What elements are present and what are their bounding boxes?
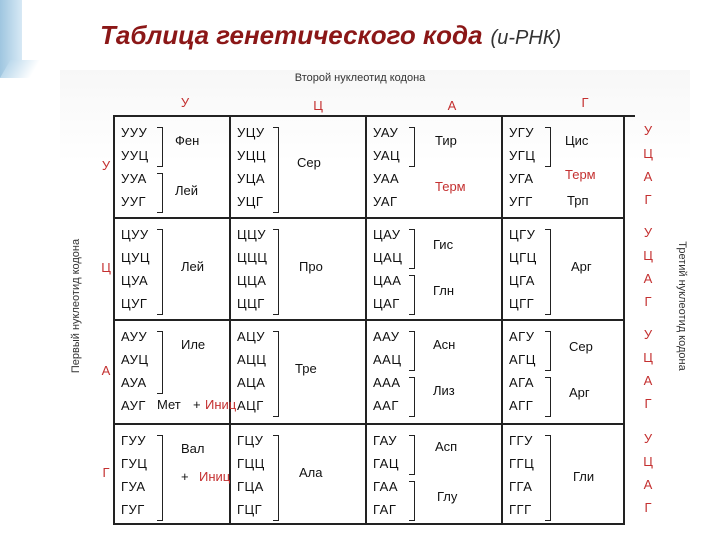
third-nucleotide-r4-3: А — [643, 477, 653, 492]
codon: УАГ — [373, 194, 398, 209]
first-nucleotide-label: Первый нуклеотид кодона — [70, 238, 82, 374]
amino-acid-label: Вал — [181, 441, 205, 456]
codon: УГА — [509, 171, 534, 186]
codon: ЦГУ — [509, 227, 536, 242]
codon-bracket — [157, 435, 163, 521]
codon-cell-ЦГ — [503, 219, 625, 321]
codon: ЦЦЦ — [237, 250, 268, 265]
page-title — [100, 20, 700, 51]
amino-acid-label: Терм — [565, 167, 596, 182]
codon: ЦУГ — [121, 296, 148, 311]
codon-cell-ГУ — [115, 425, 231, 525]
codon: ГГЦ — [509, 456, 535, 471]
amino-acid-label: Лей — [181, 259, 205, 274]
amino-acid-label: Иниц — [205, 397, 237, 412]
amino-acid-label: Про — [299, 259, 323, 274]
codon: ЦАЦ — [373, 250, 403, 265]
codon-cell-АА — [367, 321, 503, 425]
codon-bracket — [545, 229, 551, 315]
codon: ЦАУ — [373, 227, 401, 242]
codon: АГУ — [509, 329, 535, 344]
codon: ГЦУ — [237, 433, 264, 448]
codon: АУУ — [121, 329, 148, 344]
codon-bracket — [545, 331, 551, 371]
codon: АУА — [121, 375, 147, 390]
codon: УГУ — [509, 125, 535, 140]
codon: АЦУ — [237, 329, 266, 344]
codon: АЦА — [237, 375, 266, 390]
amino-acid-label: Гис — [433, 237, 454, 252]
codon: ААА — [373, 375, 401, 390]
third-nucleotide-r2-1: У — [643, 225, 653, 240]
second-nucleotide-4: Г — [581, 95, 589, 110]
codon: ААУ — [373, 329, 400, 344]
codon: УАЦ — [373, 148, 401, 163]
third-nucleotide-label: Третий нуклеотид кодона — [676, 241, 688, 371]
codon-bracket — [545, 127, 551, 167]
codon-cell-ГГ — [503, 425, 625, 525]
codon: ГАА — [373, 479, 399, 494]
codon-bracket — [273, 229, 279, 315]
amino-acid-label: Лиз — [433, 383, 455, 398]
codon-cell-АУ — [115, 321, 237, 425]
first-nucleotide-1: У — [101, 158, 111, 173]
codon-bracket — [273, 127, 279, 213]
codon: ГУУ — [121, 433, 147, 448]
codon-bracket — [409, 229, 415, 269]
amino-acid-label: Ала — [299, 465, 323, 480]
codon-bracket — [157, 229, 163, 315]
amino-acid-label: + — [181, 469, 189, 484]
title-main: Таблица генетического кода — [100, 20, 483, 50]
title-subtitle: (и-РНК) — [490, 27, 562, 49]
codon-bracket — [409, 331, 415, 371]
codon: ЦГА — [509, 273, 535, 288]
codon: УЦГ — [237, 194, 264, 209]
third-nucleotide-r3-3: А — [643, 373, 653, 388]
codon-bracket — [545, 435, 551, 521]
codon: УУЦ — [121, 148, 149, 163]
codon: ГУГ — [121, 502, 145, 517]
third-nucleotide-r4-2: Ц — [643, 454, 653, 469]
third-nucleotide-r3-2: Ц — [643, 350, 653, 365]
codon: УЦЦ — [237, 148, 266, 163]
codon-cell-УА — [367, 117, 503, 219]
codon: ААЦ — [373, 352, 402, 367]
second-nucleotide-label: Второй нуклеотид кодона — [294, 72, 426, 84]
codon-cell-ЦУ — [115, 219, 231, 321]
codon-cell-ЦЦ — [231, 219, 367, 321]
amino-acid-label: Глу — [437, 489, 458, 504]
third-nucleotide-r4-1: У — [643, 431, 653, 446]
codon: АЦГ — [237, 398, 264, 413]
third-nucleotide-r2-4: Г — [644, 294, 652, 309]
codon: УАА — [373, 171, 400, 186]
codon-cell-УЦ — [231, 117, 367, 219]
amino-acid-label: Лей — [175, 183, 199, 198]
third-nucleotide-r4-4: Г — [644, 500, 652, 515]
codon: УГЦ — [509, 148, 536, 163]
amino-acid-label: + — [193, 397, 201, 412]
third-nucleotide-r1-4: Г — [644, 192, 652, 207]
genetic-code-grid — [113, 115, 635, 525]
codon-bracket — [273, 435, 279, 521]
third-nucleotide-r1-2: Ц — [643, 146, 653, 161]
amino-acid-label: Мет — [157, 397, 181, 412]
codon: АГГ — [509, 398, 534, 413]
amino-acid-label: Фен — [175, 133, 200, 148]
codon: ЦАА — [373, 273, 402, 288]
second-nucleotide-1: У — [180, 95, 190, 110]
codon-cell-УГ — [503, 117, 625, 219]
codon-bracket — [157, 173, 163, 213]
amino-acid-label: Асп — [435, 439, 458, 454]
codon-bracket — [409, 377, 415, 417]
codon: АУЦ — [121, 352, 149, 367]
codon: ЦГГ — [509, 296, 535, 311]
codon: УЦУ — [237, 125, 265, 140]
codon: ГАЦ — [373, 456, 399, 471]
amino-acid-label: Трп — [567, 193, 589, 208]
third-nucleotide-r2-3: А — [643, 271, 653, 286]
first-nucleotide-2: Ц — [101, 260, 111, 275]
third-nucleotide-r3-4: Г — [644, 396, 652, 411]
amino-acid-label: Гли — [573, 469, 595, 484]
codon: ЦЦУ — [237, 227, 266, 242]
codon: ЦЦГ — [237, 296, 265, 311]
codon-bracket — [545, 377, 551, 417]
codon-bracket — [409, 275, 415, 315]
amino-acid-label: Сер — [297, 155, 321, 170]
codon: ГГУ — [509, 433, 533, 448]
codon-bracket — [157, 127, 163, 167]
codon: УЦА — [237, 171, 266, 186]
amino-acid-label: Иниц — [199, 469, 231, 484]
third-nucleotide-r3-1: У — [643, 327, 653, 342]
third-nucleotide-r1-1: У — [643, 123, 653, 138]
codon: ЦГЦ — [509, 250, 537, 265]
codon: АГЦ — [509, 352, 536, 367]
codon: АУГ — [121, 398, 146, 413]
amino-acid-label: Арг — [569, 385, 590, 400]
codon-cell-АЦ — [231, 321, 367, 425]
codon-cell-УУ — [115, 117, 231, 219]
codon: ГГГ — [509, 502, 532, 517]
codon: ЦАГ — [373, 296, 400, 311]
codon-cell-ГЦ — [231, 425, 367, 525]
codon: ГАУ — [373, 433, 398, 448]
third-nucleotide-r1-3: А — [643, 169, 653, 184]
codon-cell-ГА — [367, 425, 503, 525]
second-nucleotide-3: А — [447, 98, 457, 113]
codon-bracket — [409, 435, 415, 475]
codon: ЦУУ — [121, 227, 149, 242]
codon-bracket — [409, 481, 415, 521]
codon: ГЦА — [237, 479, 264, 494]
codon: ЦУЦ — [121, 250, 150, 265]
codon: АЦЦ — [237, 352, 267, 367]
codon: ГАГ — [373, 502, 397, 517]
codon: УГГ — [509, 194, 533, 209]
third-nucleotide-r2-2: Ц — [643, 248, 653, 263]
codon: ЦЦА — [237, 273, 267, 288]
codon-cell-ЦА — [367, 219, 503, 321]
codon: АГА — [509, 375, 535, 390]
codon: ГУА — [121, 479, 146, 494]
amino-acid-label: Тир — [435, 133, 457, 148]
amino-acid-label: Глн — [433, 283, 455, 298]
codon: УУГ — [121, 194, 147, 209]
codon-bracket — [157, 331, 163, 394]
codon: ЦУА — [121, 273, 149, 288]
codon-cell-АГ — [503, 321, 625, 425]
codon-bracket — [409, 127, 415, 167]
codon: УУУ — [121, 125, 148, 140]
second-nucleotide-2: Ц — [313, 98, 323, 113]
amino-acid-label: Сер — [569, 339, 593, 354]
codon: ГУЦ — [121, 456, 148, 471]
codon: ГГА — [509, 479, 533, 494]
codon-bracket — [273, 331, 279, 417]
codon: УУА — [121, 171, 147, 186]
amino-acid-label: Терм — [435, 179, 466, 194]
amino-acid-label: Арг — [571, 259, 592, 274]
first-nucleotide-4: Г — [102, 465, 110, 480]
codon: УАУ — [373, 125, 399, 140]
amino-acid-label: Иле — [181, 337, 206, 352]
amino-acid-label: Тре — [295, 361, 317, 376]
amino-acid-label: Асн — [433, 337, 456, 352]
amino-acid-label: Цис — [565, 133, 589, 148]
first-nucleotide-3: А — [101, 363, 111, 378]
codon: ГЦЦ — [237, 456, 265, 471]
codon: ААГ — [373, 398, 399, 413]
codon: ГЦГ — [237, 502, 263, 517]
